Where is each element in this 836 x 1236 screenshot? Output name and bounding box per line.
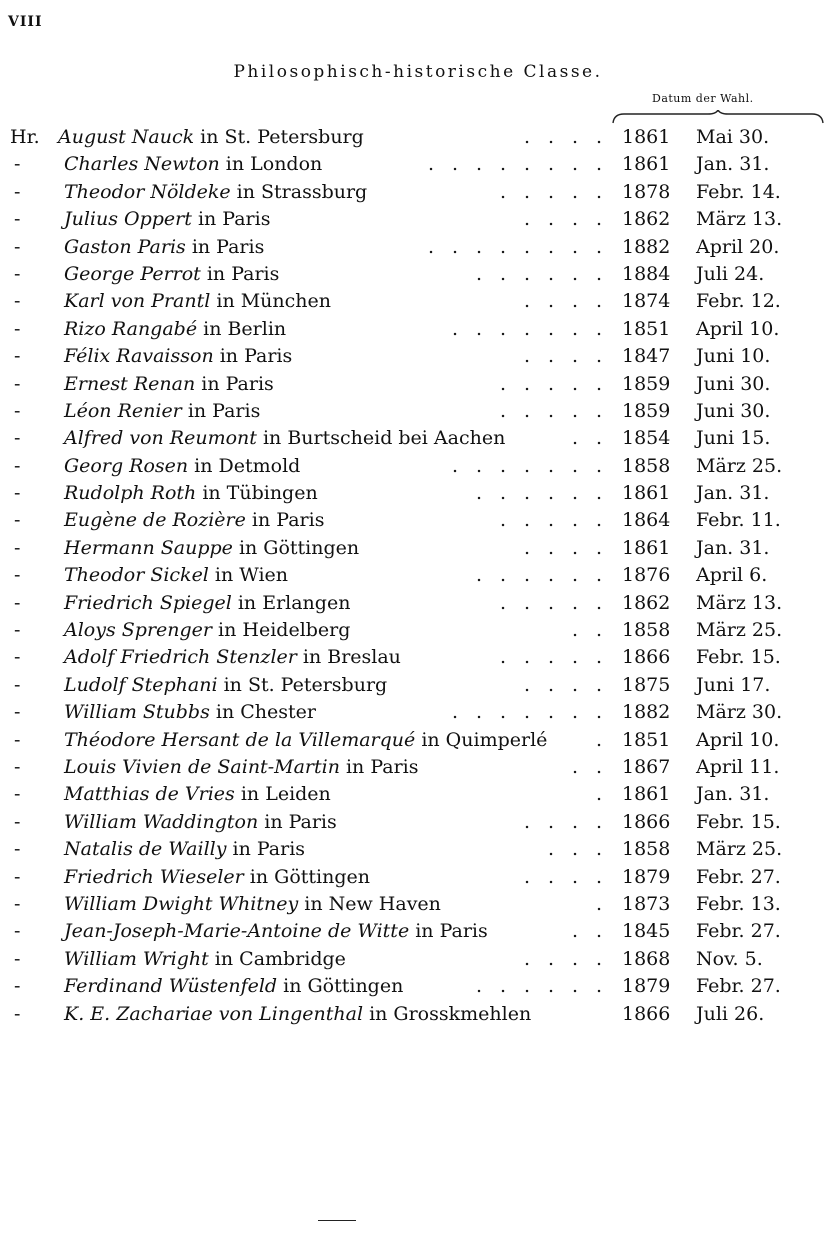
- member-location: in New Haven: [298, 892, 441, 915]
- entry-prefix: -: [14, 482, 21, 505]
- entry-prefix: -: [14, 783, 21, 806]
- member-name: K. E. Zachariae von Lingenthal: [64, 1002, 364, 1025]
- member-name: Léon Renier: [64, 399, 182, 422]
- member-name: Adolf Friedrich Stenzler: [64, 646, 297, 669]
- member-name: Charles Newton: [64, 153, 220, 176]
- member-name: August Nauck: [58, 126, 195, 148]
- election-date: April 10.: [696, 317, 780, 340]
- list-item: [0, 617, 836, 644]
- election-year: 1882: [622, 701, 671, 724]
- election-date: April 10.: [696, 728, 780, 751]
- election-date: Mai 30.: [696, 126, 770, 148]
- election-year: 1858: [622, 838, 671, 861]
- leader-dots: . . . . .: [500, 646, 603, 669]
- member-location: in London: [219, 153, 323, 176]
- member-name: Félix Ravaisson: [64, 345, 214, 368]
- member-location: in Paris: [226, 838, 306, 861]
- election-date: März 30.: [696, 701, 783, 724]
- election-date: März 13.: [696, 591, 783, 614]
- member-name: Eugène de Rozière: [64, 509, 246, 532]
- election-date: Febr. 12.: [696, 290, 781, 313]
- leader-dots: . . . .: [524, 865, 603, 888]
- member-name: Rudolph Roth: [64, 482, 197, 505]
- member-location: in Paris: [200, 262, 280, 285]
- leader-dots: . . . .: [524, 345, 603, 368]
- election-date: Febr. 15.: [696, 810, 781, 833]
- member-name: Ludolf Stephani: [64, 673, 218, 696]
- leader-dots: . . . . .: [500, 509, 603, 532]
- member-location: in Paris: [191, 208, 271, 231]
- member-location: in Paris: [195, 372, 274, 395]
- member-name: Ferdinand Wüstenfeld: [64, 975, 278, 998]
- entry-prefix: -: [14, 865, 21, 888]
- list-item: [0, 891, 836, 918]
- member-location: in Strassburg: [230, 180, 368, 203]
- list-item: [0, 371, 836, 398]
- leader-dots: . . . . .: [500, 180, 603, 203]
- leader-dots: . . . .: [524, 673, 603, 696]
- leader-dots: . . . . . . .: [452, 454, 603, 477]
- list-item: [0, 316, 836, 343]
- member-location: in Göttingen: [243, 865, 370, 888]
- election-year: 1866: [622, 1002, 671, 1025]
- election-year: 1861: [622, 783, 671, 806]
- election-year: 1866: [622, 646, 671, 669]
- election-date: Febr. 14.: [696, 180, 781, 203]
- election-year: 1884: [622, 262, 671, 285]
- member-name: Alfred von Reumont: [64, 427, 257, 450]
- section-title: Philosophisch-historische Classe.: [233, 62, 603, 82]
- member-location: in St. Petersburg: [194, 126, 364, 148]
- election-date: Jan. 31.: [696, 153, 770, 176]
- leader-dots: . . . . . .: [476, 262, 603, 285]
- entry-prefix: -: [14, 646, 21, 669]
- election-year: 1847: [622, 345, 671, 368]
- list-item: [0, 781, 836, 808]
- member-name: Friedrich Spiegel: [64, 591, 232, 614]
- entry-prefix: -: [14, 673, 21, 696]
- entry-prefix: Hr.: [10, 126, 40, 148]
- entry-prefix: -: [14, 208, 21, 231]
- election-year: 1861: [622, 153, 671, 176]
- leader-dots: . . . . . . .: [452, 701, 603, 724]
- election-year: 1873: [622, 892, 671, 915]
- list-item: [0, 754, 836, 781]
- list-item: [0, 124, 836, 151]
- list-item: [0, 507, 836, 534]
- election-date: Jan. 31.: [696, 783, 770, 806]
- member-location: in Göttingen: [277, 975, 404, 998]
- member-name: Gaston Paris: [64, 235, 186, 258]
- member-location: in Paris: [258, 810, 337, 833]
- member-location: in Leiden: [234, 783, 331, 806]
- entry-prefix: -: [14, 399, 21, 422]
- member-location: in Tübingen: [196, 482, 318, 505]
- member-name: Hermann Sauppe: [64, 536, 233, 559]
- election-year: 1875: [622, 673, 671, 696]
- member-name: William Stubbs: [64, 701, 210, 724]
- leader-dots: . . . .: [524, 810, 603, 833]
- member-location: in Grosskmehlen: [363, 1002, 532, 1025]
- member-location: in München: [210, 290, 332, 313]
- member-location: in Heidelberg: [212, 619, 351, 642]
- member-name: Theodor Sickel: [64, 564, 209, 587]
- election-year: 1858: [622, 454, 671, 477]
- member-name: William Waddington: [64, 810, 259, 833]
- member-location: in Paris: [213, 345, 293, 368]
- member-name: Louis Vivien de Saint-Martin: [64, 755, 340, 778]
- list-item: [0, 672, 836, 699]
- entry-prefix: -: [14, 975, 21, 998]
- election-date: Nov. 5.: [696, 947, 763, 970]
- member-name: William Dwight Whitney: [64, 892, 299, 915]
- leader-dots: . . . .: [524, 947, 603, 970]
- election-year: 1851: [622, 728, 671, 751]
- list-item: [0, 261, 836, 288]
- member-location: in Quimperlé: [415, 728, 548, 751]
- leader-dots: .: [596, 892, 603, 915]
- member-name: Théodore Hersant de la Villemarqué: [64, 728, 416, 751]
- election-year: 1879: [622, 865, 671, 888]
- election-date: Juni 10.: [696, 345, 771, 368]
- leader-dots: . . . . . .: [476, 975, 603, 998]
- entry-prefix: -: [14, 591, 21, 614]
- election-date: Febr. 27.: [696, 975, 781, 998]
- date-column-header: Datum der Wahl.: [652, 92, 754, 105]
- member-name: Natalis de Wailly: [64, 838, 227, 861]
- page-number: VIII: [8, 14, 43, 30]
- election-year: 1866: [622, 810, 671, 833]
- entry-prefix: -: [14, 509, 21, 532]
- member-name: Matthias de Vries: [64, 783, 235, 806]
- list-item: [0, 234, 836, 261]
- election-date: Juli 26.: [696, 1002, 765, 1025]
- entry-prefix: -: [14, 427, 21, 450]
- election-date: Febr. 27.: [696, 865, 781, 888]
- member-location: in Paris: [245, 509, 325, 532]
- member-name: George Perrot: [64, 262, 201, 285]
- entry-prefix: -: [14, 235, 21, 258]
- election-date: Juli 24.: [696, 262, 765, 285]
- election-date: Juni 30.: [696, 399, 771, 422]
- column-brace: [612, 110, 824, 124]
- member-location: in Breslau: [296, 646, 401, 669]
- leader-dots: . . .: [548, 838, 603, 861]
- election-date: März 25.: [696, 619, 783, 642]
- election-year: 1851: [622, 317, 671, 340]
- member-location: in Detmold: [188, 454, 301, 477]
- election-year: 1861: [622, 126, 671, 148]
- election-date: April 11.: [696, 755, 780, 778]
- list-item: [0, 836, 836, 863]
- election-year: 1868: [622, 947, 671, 970]
- election-date: Jan. 31.: [696, 482, 770, 505]
- list-item: [0, 398, 836, 425]
- leader-dots: . .: [572, 619, 603, 642]
- member-location: in St. Petersburg: [217, 673, 388, 696]
- election-date: Juni 30.: [696, 372, 771, 395]
- election-date: Juni 17.: [696, 673, 771, 696]
- list-item: [0, 343, 836, 370]
- leader-dots: [0, 1001, 610, 1028]
- leader-dots: . . . .: [524, 290, 603, 313]
- leader-dots: . . . .: [524, 536, 603, 559]
- member-location: in Berlin: [197, 317, 287, 340]
- entry-prefix: -: [14, 290, 21, 313]
- entry-prefix: -: [14, 345, 21, 368]
- election-year: 1859: [622, 372, 671, 395]
- member-name: Friedrich Wieseler: [64, 865, 244, 888]
- leader-dots: . .: [572, 920, 603, 943]
- election-date: Juni 15.: [696, 427, 771, 450]
- member-location: in Burtscheid bei Aachen: [256, 427, 506, 450]
- member-name: Jean-Joseph-Marie-Antoine de Witte: [64, 920, 410, 943]
- member-location: in Erlangen: [231, 591, 351, 614]
- leader-dots: .: [596, 728, 603, 751]
- election-year: 1878: [622, 180, 671, 203]
- leader-dots: . . . . .: [500, 372, 603, 395]
- member-location: in Paris: [339, 755, 419, 778]
- election-date: Febr. 27.: [696, 920, 781, 943]
- entry-prefix: -: [14, 892, 21, 915]
- election-date: März 25.: [696, 454, 783, 477]
- election-year: 1879: [622, 975, 671, 998]
- entry-prefix: -: [14, 536, 21, 559]
- member-location: in Göttingen: [232, 536, 360, 559]
- list-item: [0, 562, 836, 589]
- member-location: in Paris: [181, 399, 261, 422]
- election-date: Febr. 15.: [696, 646, 781, 669]
- election-year: 1845: [622, 920, 671, 943]
- member-name: Karl von Prantl: [64, 290, 211, 313]
- list-item: [0, 727, 836, 754]
- election-date: April 6.: [696, 564, 768, 587]
- election-date: Jan. 31.: [696, 536, 770, 559]
- election-date: März 25.: [696, 838, 783, 861]
- member-location: in Paris: [185, 235, 265, 258]
- election-year: 1861: [622, 536, 671, 559]
- list-item: [0, 179, 836, 206]
- entry-prefix: -: [14, 701, 21, 724]
- bottom-rule: [318, 1220, 356, 1221]
- list-item: [0, 151, 836, 178]
- leader-dots: . . . . . .: [476, 482, 603, 505]
- member-location: in Wien: [208, 564, 289, 587]
- list-item: [0, 644, 836, 671]
- election-year: 1858: [622, 619, 671, 642]
- election-year: 1854: [622, 427, 671, 450]
- election-date: März 13.: [696, 208, 783, 231]
- list-item: [0, 1001, 836, 1028]
- entry-prefix: -: [14, 153, 21, 176]
- member-name: Theodor Nöldeke: [64, 180, 231, 203]
- election-year: 1882: [622, 235, 671, 258]
- member-name: Aloys Sprenger: [64, 619, 212, 642]
- list-item: [0, 535, 836, 562]
- list-item: [0, 206, 836, 233]
- entry-prefix: -: [14, 180, 21, 203]
- list-item: [0, 288, 836, 315]
- entry-prefix: -: [14, 920, 21, 943]
- entry-prefix: -: [14, 619, 21, 642]
- election-date: Febr. 13.: [696, 892, 781, 915]
- election-year: 1864: [622, 509, 671, 532]
- list-item: [0, 453, 836, 480]
- entry-prefix: -: [14, 1002, 21, 1025]
- list-item: [0, 946, 836, 973]
- entry-prefix: -: [14, 755, 21, 778]
- leader-dots: . . . . . . .: [452, 317, 603, 340]
- leader-dots: . . . . .: [500, 399, 603, 422]
- election-year: 1862: [622, 208, 671, 231]
- election-year: 1867: [622, 755, 671, 778]
- list-item: [0, 699, 836, 726]
- election-year: 1862: [622, 591, 671, 614]
- member-name: Rizo Rangabé: [64, 317, 198, 340]
- election-year: 1861: [622, 482, 671, 505]
- list-item: [0, 425, 836, 452]
- entry-prefix: -: [14, 947, 21, 970]
- leader-dots: . . . . . .: [476, 564, 603, 587]
- leader-dots: . . . . . . . .: [428, 153, 603, 176]
- member-name: Georg Rosen: [64, 454, 189, 477]
- member-location: in Cambridge: [208, 947, 346, 970]
- member-name: Ernest Renan: [64, 372, 196, 395]
- leader-dots: . . . .: [524, 126, 603, 148]
- leader-dots: . . . . .: [500, 591, 603, 614]
- leader-dots: .: [596, 783, 603, 806]
- entry-prefix: -: [14, 317, 21, 340]
- leader-dots: . .: [572, 755, 603, 778]
- entry-prefix: -: [14, 810, 21, 833]
- list-item: [0, 918, 836, 945]
- election-year: 1859: [622, 399, 671, 422]
- leader-dots: . .: [572, 427, 603, 450]
- entry-prefix: -: [14, 564, 21, 587]
- list-item: [0, 590, 836, 617]
- member-name: William Wright: [64, 947, 209, 970]
- list-item: [0, 864, 836, 891]
- member-location: in Chester: [209, 701, 316, 724]
- election-date: Febr. 11.: [696, 509, 781, 532]
- entry-prefix: -: [14, 454, 21, 477]
- list-item: [0, 973, 836, 1000]
- leader-dots: . . . .: [524, 208, 603, 231]
- entry-prefix: -: [14, 728, 21, 751]
- leader-dots: . . . . . . . .: [428, 235, 603, 258]
- list-item: [0, 809, 836, 836]
- member-name: Julius Oppert: [64, 208, 192, 231]
- entry-prefix: -: [14, 372, 21, 395]
- election-year: 1876: [622, 564, 671, 587]
- entry-prefix: -: [14, 838, 21, 861]
- list-item: [0, 480, 836, 507]
- member-list: [0, 124, 836, 1028]
- election-date: April 20.: [696, 235, 780, 258]
- member-location: in Paris: [409, 920, 488, 943]
- election-year: 1874: [622, 290, 671, 313]
- entry-prefix: -: [14, 262, 21, 285]
